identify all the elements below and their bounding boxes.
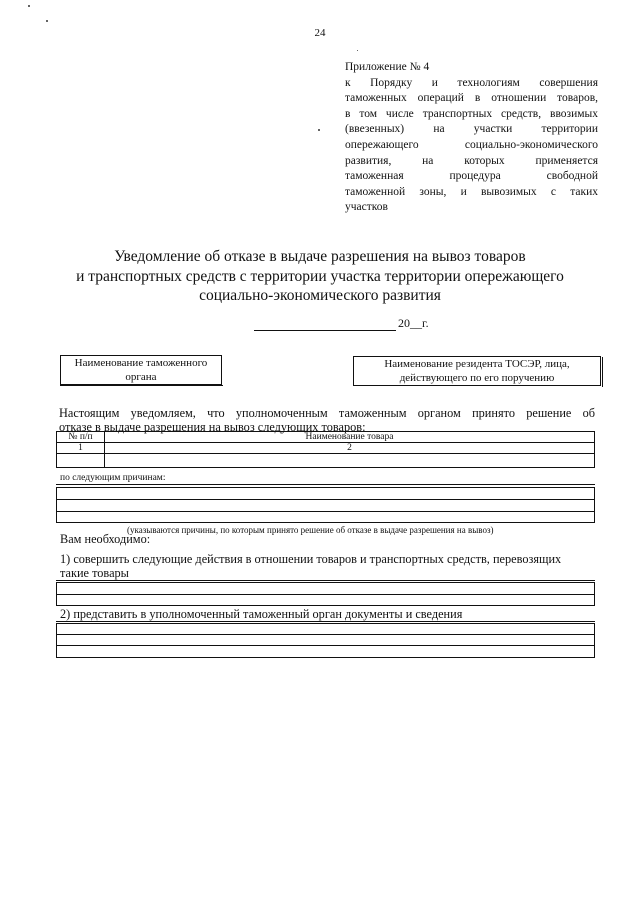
reasons-field-line (56, 499, 595, 500)
appendix-line: таможенных операций в отношении товаров, (345, 92, 598, 105)
appendix-line: таможенной зоны, и вывозимых с таких (345, 185, 598, 198)
reasons-field[interactable] (56, 487, 595, 523)
appendix-line: в том числе транспортных средств, ввозимых (345, 107, 598, 120)
reasons-field-line (56, 511, 595, 512)
title-line: и транспортных средств с территории участка территории опережающего (76, 267, 564, 285)
documents-field-line (56, 634, 595, 635)
required-item-2: 2) представить в уполномоченный таможенный орган документы и сведения (60, 607, 463, 621)
reasons-underline (56, 484, 595, 485)
documents-field[interactable] (56, 623, 595, 658)
documents-field-line (56, 645, 595, 646)
required-item-1-line: такие товары (60, 565, 129, 580)
scan-speck (46, 20, 48, 22)
actions-field-line (56, 580, 595, 581)
required-item-1 (60, 553, 596, 580)
date-year-suffix: 20__г. (398, 316, 429, 330)
column-number-2: 2 (105, 443, 595, 454)
document-title (40, 247, 600, 306)
appendix-line: опережающего социально-экономического (345, 138, 598, 151)
appendix-block (345, 60, 598, 216)
scan-speck (28, 5, 30, 7)
scan-speck (318, 129, 320, 131)
title-line: социально-экономического развития (199, 287, 441, 304)
appendix-line: таможенная процедура свободной (345, 170, 598, 183)
goods-table (56, 431, 595, 468)
resident-label-line: действующего по его поручению (399, 371, 555, 384)
customs-authority-box[interactable] (60, 355, 222, 385)
appendix-line: (ввезенных) на участки территории (345, 123, 598, 136)
title-line: Уведомление об отказе в выдаче разрешения на вывоз товаров (114, 248, 526, 265)
appendix-line: развития, на которых применяется (345, 154, 598, 167)
required-item-1-line: 1) совершить следующие действия в отношении товаров и транспортных средств, перевозящих (60, 552, 562, 566)
table-header-row (57, 432, 595, 443)
appendix-last-line: участков (345, 201, 388, 214)
notice-line: отказе в выдаче разрешения на вывоз следующих товаров: (59, 419, 366, 434)
notice-paragraph (59, 407, 595, 434)
resident-box[interactable] (353, 356, 601, 386)
notice-line: Настоящим уведомляем, что уполномоченным таможенным органом принято решение об (59, 406, 595, 420)
resident-label-line: Наименование резидента ТОСЭР, лица, (384, 358, 570, 370)
appendix-line: к Порядку и технологиям совершения (345, 76, 598, 89)
required-heading: Вам необходимо: (60, 532, 151, 546)
documents-field-line (56, 621, 595, 622)
reasons-note: (указываются причины, по которым принято решение об отказе в выдаче разрешения на вывоз) (127, 525, 494, 535)
column-number-1: 1 (57, 443, 105, 454)
box-shadow-edge (602, 357, 603, 387)
column-header-goods-name: Наименование товара (105, 432, 595, 443)
appendix-title: Приложение № 4 (345, 61, 430, 73)
table-row[interactable] (57, 454, 595, 468)
date-field-line[interactable] (254, 318, 396, 331)
scan-speck (357, 50, 358, 51)
reasons-label: по следующим причинам: (60, 473, 166, 483)
customs-authority-label-line: Наименование таможенного (74, 357, 208, 369)
box-shadow-edge (60, 385, 223, 386)
page-number: 24 (314, 27, 326, 39)
column-header-number: № п/п (57, 432, 105, 443)
table-cell[interactable] (57, 454, 105, 468)
actions-field-line (56, 594, 595, 595)
customs-authority-label-line: органа (125, 370, 157, 383)
table-cell[interactable] (105, 454, 595, 468)
table-row (57, 443, 595, 454)
